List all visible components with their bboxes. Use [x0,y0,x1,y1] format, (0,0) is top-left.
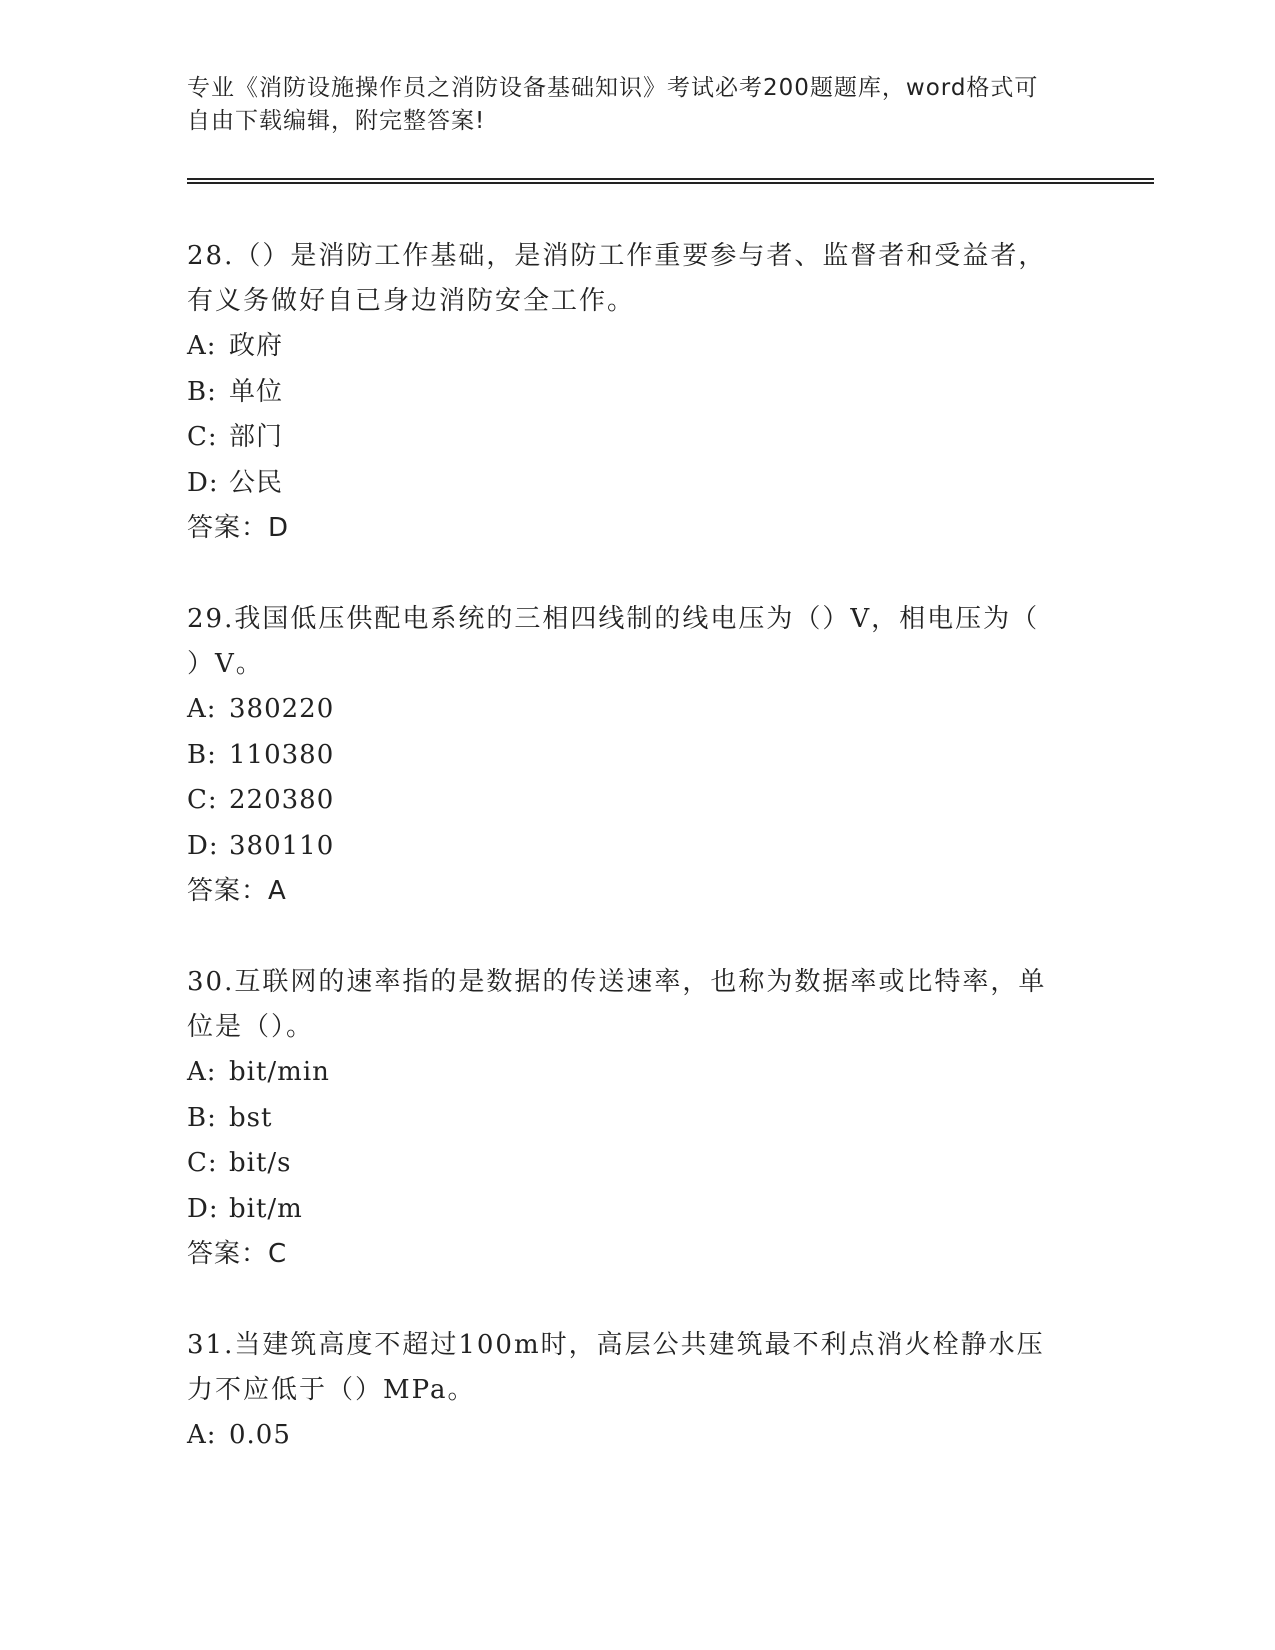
question-stem [187,234,1087,324]
option-key: C: [187,422,218,452]
option-text: 部门 [229,422,284,452]
option-c [187,778,1087,824]
document-header [187,72,1087,138]
option-list [187,687,1087,869]
option-d [187,824,1087,870]
option-text: bst [229,1102,273,1133]
option-key: A: [187,1420,217,1450]
option-key: B: [187,1102,217,1133]
option-text: 220380 [229,785,335,815]
question-stem-line: ）V。 [187,649,264,679]
question-31 [187,1323,1087,1459]
header-line-2: 自由下载编辑，附完整答案! [187,108,486,134]
answer-line: 答案：D [187,513,290,543]
option-a [187,1413,1087,1459]
option-c [187,415,1087,461]
option-text: bit/m [229,1193,303,1224]
option-key: D: [187,830,219,861]
option-text: 110380 [229,739,335,770]
question-stem-line: 31.当建筑高度不超过100m时，高层公共建筑最不利点消火栓静水压 [187,1330,1045,1360]
question-stem-line: 30.互联网的速率指的是数据的传送速率，也称为数据率或比特率，单 [187,967,1047,997]
option-key: A: [187,694,217,724]
option-list [187,1050,1087,1232]
option-key: D: [187,467,219,498]
option-key: B: [187,376,217,407]
option-text: 380110 [229,830,335,861]
option-key: C: [187,1148,218,1178]
question-stem [187,597,1087,687]
option-b [187,1096,1087,1142]
question-stem-line: 有义务做好自已身边消防安全工作。 [187,286,636,316]
option-text: 公民 [229,467,284,498]
question-29 [187,597,1087,914]
option-text: 0.05 [229,1420,291,1450]
answer-line: 答案：A [187,876,287,906]
option-text: bit/s [229,1148,292,1178]
question-stem [187,960,1087,1050]
option-list [187,1413,1087,1459]
question-30 [187,960,1087,1277]
option-key: C: [187,785,218,815]
option-key: D: [187,1193,219,1224]
option-key: A: [187,1057,217,1087]
header-divider-top [187,178,1154,180]
answer-line: 答案：C [187,1239,288,1269]
option-key: A: [187,331,217,361]
question-stem-line: 28.（）是消防工作基础，是消防工作重要参与者、监督者和受益者， [187,241,1047,271]
option-a [187,1050,1087,1096]
option-a [187,687,1087,733]
option-text: 380220 [229,694,335,724]
question-stem [187,1323,1087,1413]
option-b [187,370,1087,416]
option-list [187,324,1087,506]
option-d [187,461,1087,507]
option-text: bit/min [229,1057,330,1087]
question-stem-line: 位是（）。 [187,1012,315,1042]
header-divider-bottom [187,182,1154,184]
option-c [187,1141,1087,1187]
question-stem-line: 力不应低于（）MPa。 [187,1375,476,1405]
option-text: 政府 [229,331,284,361]
question-stem-line: 29.我国低压供配电系统的三相四线制的线电压为（）V，相电压为（ [187,604,1040,634]
option-text: 单位 [229,376,284,407]
header-line-1: 专业《消防设施操作员之消防设备基础知识》考试必考200题题库，word格式可 [187,75,1039,101]
option-d [187,1187,1087,1233]
option-a [187,324,1087,370]
option-key: B: [187,739,217,770]
option-b [187,733,1087,779]
question-28 [187,234,1087,551]
